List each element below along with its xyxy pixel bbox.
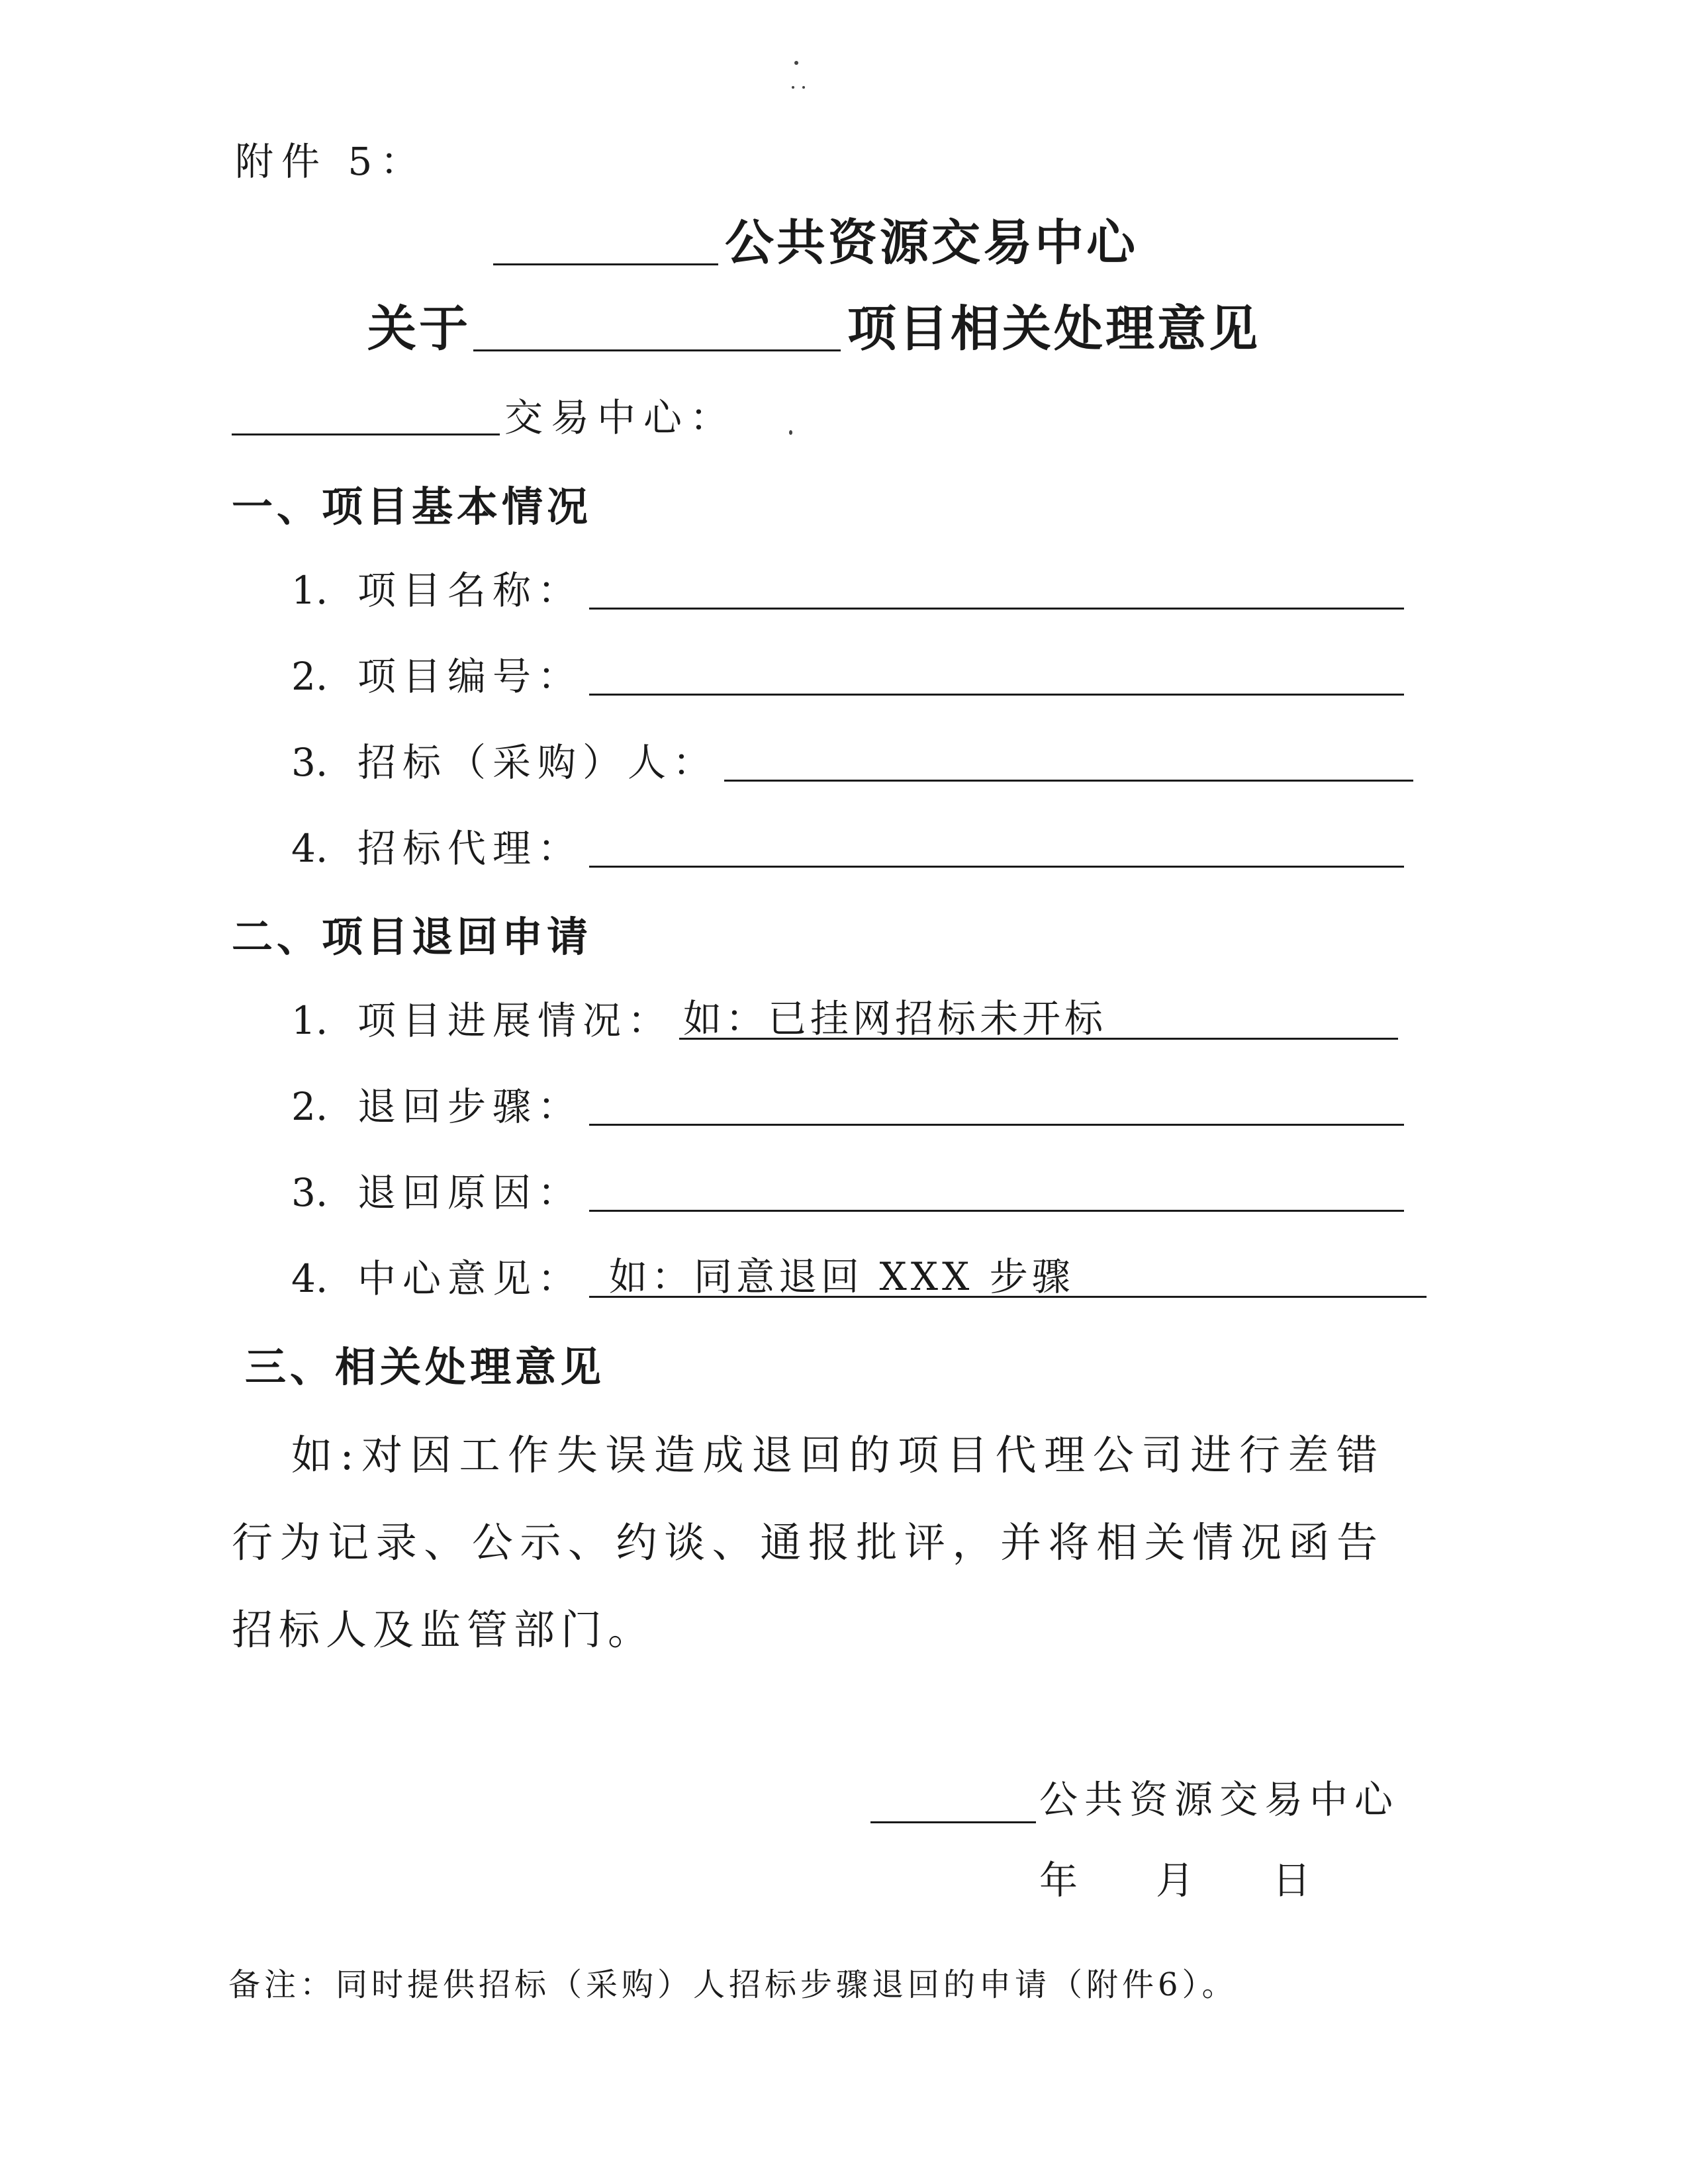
item-label: 项目进展情况： — [357, 998, 673, 1043]
handling-opinion-paragraph: 如:对因工作失误造成退回的项目代理公司进行差错行为记录、公示、约谈、通报批评，并将相关情况函告招标人及监管部门。 — [232, 1431, 1383, 1654]
page-title-line2: 项目相关处理意见 — [847, 300, 1260, 357]
item-number: 4. — [291, 826, 328, 871]
section3-heading: 三、相关处理意见 — [245, 1343, 606, 1391]
scan-speck — [792, 86, 794, 89]
scan-speck — [789, 430, 792, 435]
signature-org: 公共资源交易中心 — [1039, 1777, 1400, 1822]
item-label: 中心意见： — [357, 1256, 583, 1301]
item-number: 3. — [291, 740, 328, 785]
title-org-blank — [493, 263, 718, 265]
item-label: 退回原因： — [357, 1170, 583, 1215]
section1-heading: 一、项目基本情况 — [232, 482, 592, 531]
item-label: 项目名称： — [357, 568, 583, 613]
attachment-label: 附件 5： — [235, 139, 427, 184]
project-code-field[interactable] — [589, 655, 1404, 696]
footnote: 备注：同时提供招标（采购）人招标步骤退回的申请（附件6）。 — [228, 1966, 1238, 2003]
center-opinion-field[interactable]: 如：同意退回 XXX 步骤 — [589, 1257, 1427, 1298]
section1-item-agent — [291, 826, 1404, 871]
title-project-blank — [473, 349, 841, 351]
tenderer-field[interactable] — [724, 741, 1413, 782]
section2-item-return-steps — [291, 1084, 1404, 1129]
page-title-prefix: 关于 — [367, 300, 471, 357]
return-reason-field[interactable] — [589, 1171, 1404, 1212]
project-progress-field[interactable]: 如：已挂网招标未开标 — [679, 999, 1398, 1040]
item-number: 2. — [291, 654, 328, 699]
section2-item-progress — [291, 996, 1398, 1043]
signature-org-blank — [870, 1821, 1036, 1823]
addressee-blank — [232, 433, 500, 435]
item-label: 招标（采购）人： — [357, 740, 718, 785]
item-number: 1. — [291, 998, 328, 1043]
addressee: 交易中心： — [504, 395, 737, 440]
item-number: 4. — [291, 1256, 328, 1301]
signature-date: 年 月 日 — [1039, 1858, 1331, 1903]
section1-item-tenderer — [291, 740, 1413, 785]
section1-item-project-code — [291, 654, 1404, 699]
item-label: 招标代理： — [357, 826, 583, 871]
section2-item-center-opinion — [291, 1254, 1427, 1301]
item-number: 1. — [291, 568, 328, 613]
section1-item-project-name — [291, 568, 1404, 613]
scan-speck — [794, 61, 798, 65]
return-steps-field[interactable] — [589, 1085, 1404, 1126]
scan-speck — [802, 86, 805, 89]
item-label: 项目编号： — [357, 654, 583, 699]
item-number: 2. — [291, 1084, 328, 1129]
tender-agent-field[interactable] — [589, 827, 1404, 868]
item-number: 3. — [291, 1170, 328, 1215]
page-title-line1: 公共资源交易中心 — [725, 214, 1138, 271]
section2-heading: 二、项目退回申请 — [232, 913, 592, 961]
section2-item-return-reason — [291, 1170, 1404, 1215]
item-label: 退回步骤： — [357, 1084, 583, 1129]
project-name-field[interactable] — [589, 569, 1404, 610]
